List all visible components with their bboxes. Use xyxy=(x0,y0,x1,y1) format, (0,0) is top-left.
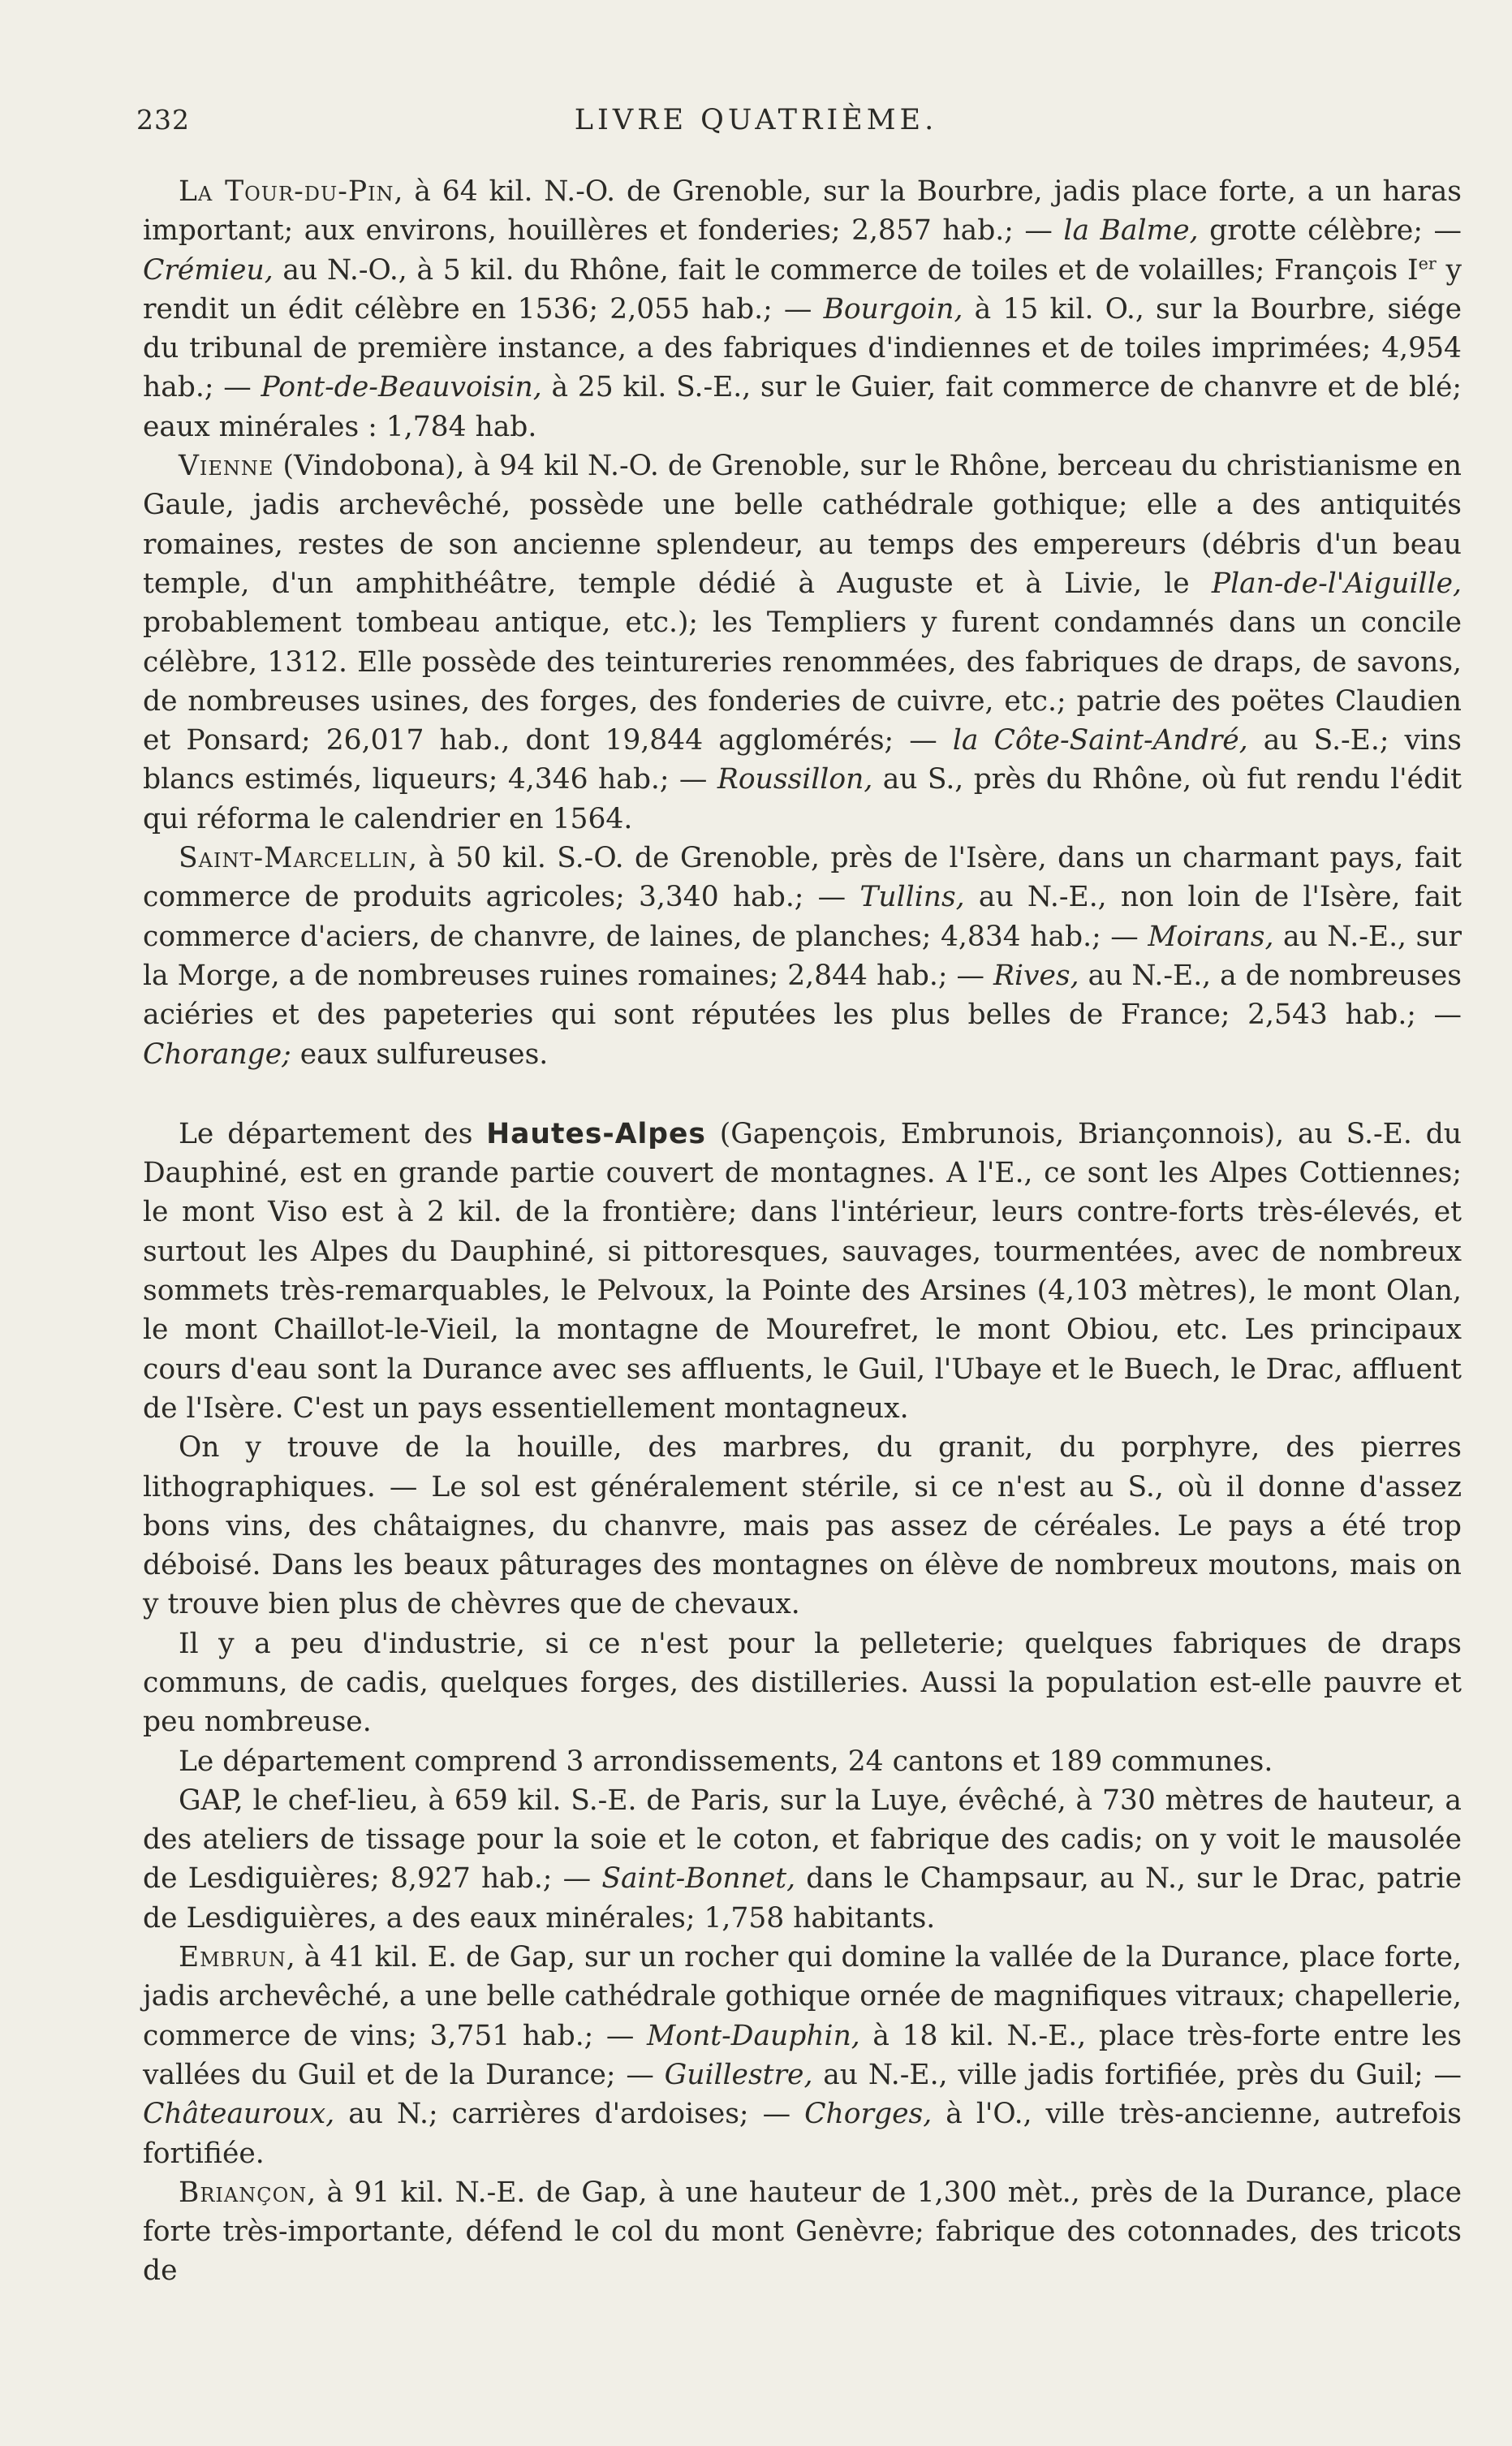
text-segment: , à 64 kil. N.-O. de Grenoble, sur la Bourbre, jadis place forte, a un haras important; aux environs, houillères et fonderies; 2,857 hab.; — xyxy=(143,175,1462,248)
text-segment: au N.-E., non loin de l'Isère, fait commerce d'aciers, de chanvre, de laines, de planches; 4,834 hab.; — xyxy=(143,881,1462,953)
page-number: 232 xyxy=(136,104,190,136)
text-segment: probablement tombeau antique, etc.); les Templiers y furent condamnés dans un concile célèbre, 1312. Elle possède des teintureries renommées, des fabriques de draps, de savons, de nombreuses usines, des forges, des fonderies de cuivre, etc.; patrie des poëtes Claudien et Ponsard; 26,017 hab., dont 19,844 agglomérés; — xyxy=(143,606,1462,757)
text-segment: On y trouve de la houille, des marbres, du granit, du porphyre, des pierres lithographiques. — Le sol est généralement stérile, si ce n'est au S., où il donne d'assez bons vins, des châtaignes, du chanvre, mais pas assez de céréales. Le pays a été trop déboisé. Dans les beaux pâturages des montagnes on élève de nombreux moutons, mais on y trouve bien plus de chèvres que de chevaux. xyxy=(143,1431,1462,1621)
italic-place-name: Bourgoin, xyxy=(823,292,963,326)
italic-place-name: Mont-Dauphin, xyxy=(646,2019,860,2052)
text-segment: à l'O., ville très-ancienne, autrefois fortifiée. xyxy=(143,2098,1462,2170)
italic-place-name: Moirans, xyxy=(1148,920,1274,953)
text-segment: au N.; carrières d'ardoises; — xyxy=(334,2098,805,2131)
italic-place-name: Rives, xyxy=(993,959,1079,992)
paragraph xyxy=(143,1624,1462,1742)
italic-place-name: Pont-de-Beauvoisin, xyxy=(261,371,542,404)
italic-place-name: Chorange; xyxy=(143,1038,291,1071)
italic-place-name: Guillestre, xyxy=(664,2058,813,2091)
running-title: LIVRE QUATRIÈME. xyxy=(574,104,938,136)
place-name: Embrun xyxy=(179,1941,286,1974)
paragraph xyxy=(143,172,1462,446)
text-segment: (Gapençois, Embrunois, Briançonnois), au S.-E. du Dauphiné, est en grande partie couvert de montagnes. A l'E., ce sont les Alpes Cottiennes; le mont Viso est à 2 kil. de la frontière; dans l'intérieur, leurs contre-forts très-élevés, et surtout les Alpes du Dauphiné, si pittoresques, sauvages, tourmentées, avec de nombreux sommets très-remarquables, le Pelvoux, la Pointe des Arsines (4,103 mètres), le mont Olan, le mont Chaillot-le-Vieil, la montagne de Mourefret, le mont Obiou, etc. Les principaux cours d'eau sont la Durance avec ses affluents, le Guil, l'Ubaye et le Buech, le Drac, affluent de l'Isère. C'est un pays essentiellement montagneux. xyxy=(143,1117,1462,1425)
italic-place-name: Saint-Bonnet, xyxy=(601,1862,796,1896)
paragraph xyxy=(143,1938,1462,2173)
text-segment: y rendit un édit célèbre en 1536; 2,055 hab.; — xyxy=(143,253,1462,326)
text-segment: GAP, le chef-lieu, à 659 kil. S.-E. de Paris, sur la Luye, évêché, à 730 mètres de hauteur, a des ateliers de tissage pour la soie et le coton, et fabrique des cadis; on y voit le mausolée de Lesdiguières; 8,927 hab.; — xyxy=(143,1784,1462,1896)
text-segment: , à 50 kil. S.-O. de Grenoble, près de l'Isère, dans un charmant pays, fait commerce de produits agricoles; 3,340 hab.; — xyxy=(143,842,1462,914)
italic-place-name: Roussillon, xyxy=(717,763,873,796)
text-segment: Le département des xyxy=(179,1117,487,1150)
italic-place-name: Tullins, xyxy=(859,881,965,914)
paragraph xyxy=(143,2173,1462,2291)
italic-place-name: la Balme, xyxy=(1063,214,1199,248)
text-segment: dans le Champsaur, au N., sur le Drac, patrie de Lesdiguières, a des eaux minérales; 1,758 habitants. xyxy=(143,1862,1462,1935)
text-segment: à 25 kil. S.-E., sur le Guier, fait commerce de chanvre et de blé; eaux minérales : 1,784 hab. xyxy=(143,371,1462,443)
text-segment: au N.-O., à 5 kil. du Rhône, fait le commerce de toiles et de volailles; François I xyxy=(273,253,1419,287)
body-text xyxy=(143,172,1462,2291)
paragraph xyxy=(143,1428,1462,1624)
paragraph xyxy=(143,1115,1462,1428)
text-segment: Il y a peu d'industrie, si ce n'est pour la pelleterie; quelques fabriques de draps communs, de cadis, quelques forges, des distilleries. Aussi la population est-elle pauvre et peu nombreuse. xyxy=(143,1627,1462,1739)
text-segment: , à 41 kil. E. de Gap, sur un rocher qui domine la vallée de la Durance, place forte, jadis archevêché, a une belle cathédrale gothique ornée de magnifiques vitraux; chapellerie, commerce de vins; 3,751 hab.; — xyxy=(143,1941,1462,2052)
department-name: Hautes-Alpes xyxy=(486,1117,706,1150)
text-segment: au S.-E.; vins blancs estimés, liqueurs; 4,346 hab.; — xyxy=(143,724,1462,796)
text-segment: er xyxy=(1418,253,1437,274)
page-header xyxy=(0,104,1512,149)
paragraph xyxy=(143,839,1462,1074)
text-segment: à 15 kil. O., sur la Bourbre, siége du tribunal de première instance, a des fabriques d'indiennes et de toiles imprimées; 4,954 hab.; — xyxy=(143,292,1462,404)
place-name: Vienne xyxy=(179,450,274,483)
paragraph xyxy=(143,1781,1462,1938)
text-segment: Le département comprend 3 arrondissements, 24 cantons et 189 communes. xyxy=(179,1745,1273,1778)
italic-place-name: Plan-de-l'Aiguille, xyxy=(1211,567,1462,600)
text-segment: au N.-E., sur la Morge, a de nombreuses ruines romaines; 2,844 hab.; — xyxy=(143,920,1462,992)
italic-place-name: la Côte-Saint-André, xyxy=(952,724,1248,757)
text-segment: eaux sulfureuses. xyxy=(291,1038,549,1071)
text-segment: , à 91 kil. N.-E. de Gap, à une hauteur de 1,300 mèt., près de la Durance, place forte très-importante, défend le col du mont Genèvre; fabrique des cotonnades, des tricots de xyxy=(143,2176,1462,2288)
italic-place-name: Crémieu, xyxy=(143,253,274,287)
place-name: La Tour-du-Pin xyxy=(179,175,394,208)
place-name: Saint-Marcellin xyxy=(179,842,409,875)
text-segment: au N.-E., ville jadis fortifiée, près du Guil; — xyxy=(812,2058,1462,2091)
italic-place-name: Chorges, xyxy=(804,2098,933,2131)
place-name: Briançon xyxy=(179,2176,308,2209)
italic-place-name: Châteauroux, xyxy=(143,2098,335,2131)
text-segment: à 18 kil. N.-E., place très-forte entre les vallées du Guil et de la Durance; — xyxy=(143,2019,1462,2091)
paragraph xyxy=(143,1742,1462,1781)
text-segment: au S., près du Rhône, où fut rendu l'édit qui réforma le calendrier en 1564. xyxy=(143,763,1462,835)
text-segment: grotte célèbre; — xyxy=(1198,214,1462,248)
text-segment: au N.-E., a de nombreuses aciéries et des papeteries qui sont réputées les plus belles de France; 2,543 hab.; — xyxy=(143,959,1462,1032)
text-segment: (Vindobona), à 94 kil N.-O. de Grenoble, sur le Rhône, berceau du christianisme en Gaule, jadis archevêché, possède une belle cathédrale gothique; elle a des antiquités romaines, restes de son ancienne splendeur, au temps des empereurs (débris d'un beau temple, d'un amphithéâtre, temple dédié à Auguste et à Livie, le xyxy=(143,450,1462,600)
paragraph xyxy=(143,446,1462,839)
